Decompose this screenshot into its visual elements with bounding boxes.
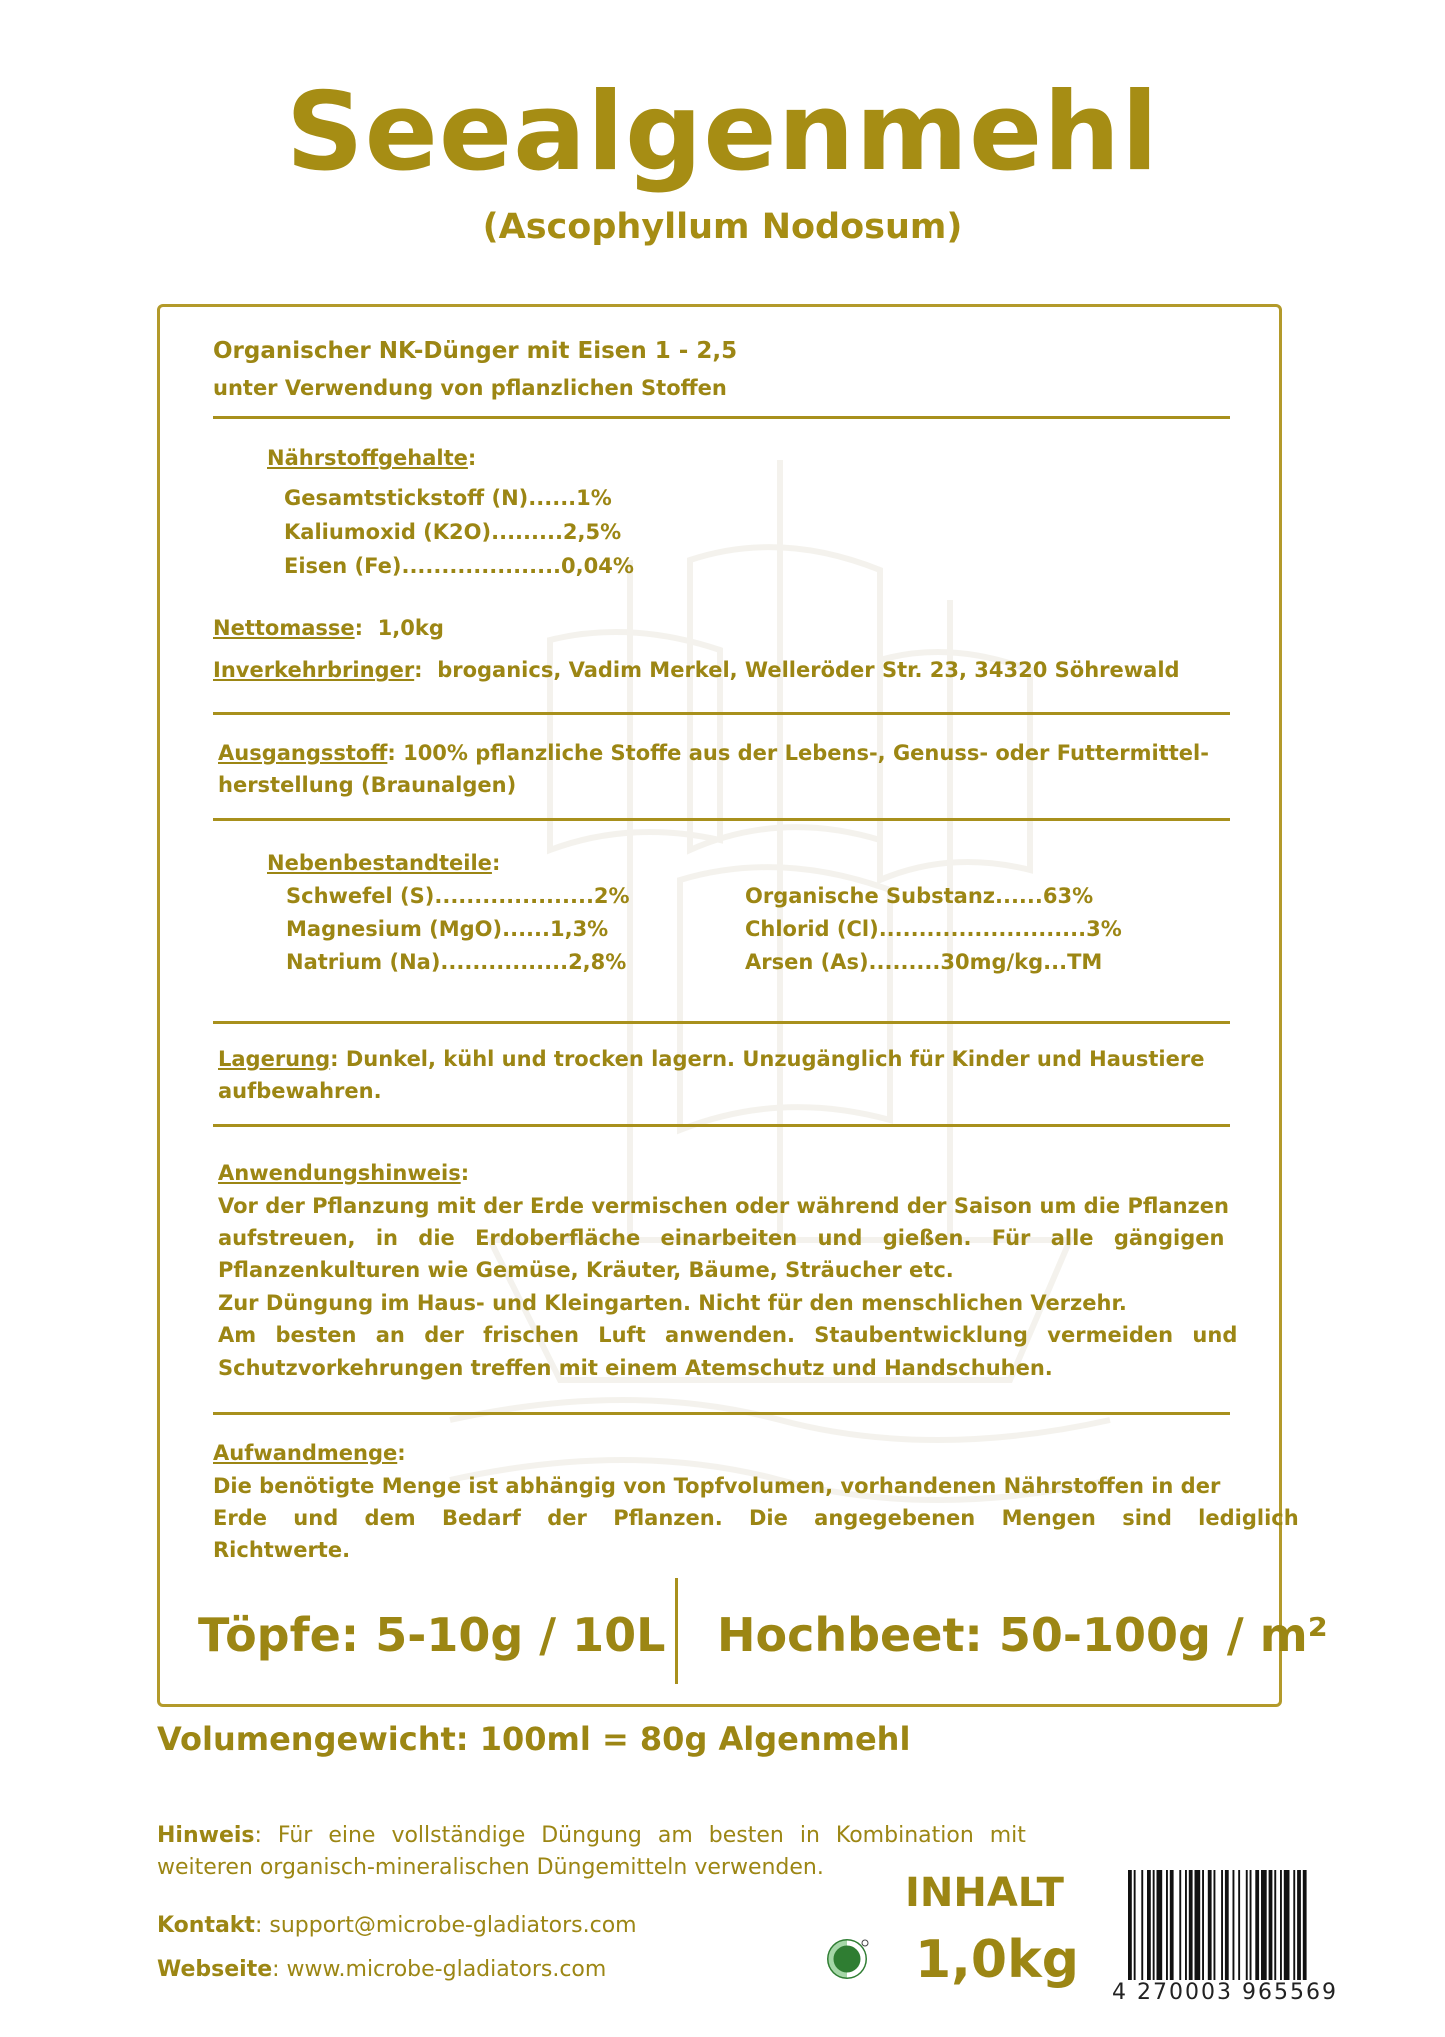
source: Ausgangsstoff: 100% pflanzliche Stoffe aus der Lebens-, Genuss- oder Futtermittel- — [218, 741, 1209, 765]
contact: Kontakt: support@microbe-gladiators.com — [157, 1913, 637, 1938]
secondary-item: Natrium (Na)................2,8% — [286, 950, 627, 974]
green-dot-icon — [825, 1937, 869, 1981]
page-subtitle: (Ascophyllum Nodosum) — [482, 207, 963, 247]
barcode-digits: 4 270003 965569 — [1112, 1980, 1338, 2005]
usage-line: Am besten an der frischen Luft anwenden. Staubentwicklung vermeiden und — [218, 1323, 1238, 1347]
net-mass: Nettomasse: 1,0kg — [213, 616, 444, 640]
content-label: INHALT — [905, 1870, 1064, 1916]
secondary-item: Chlorid (Cl)..........................3% — [745, 917, 1122, 941]
usage-line: Vor der Pflanzung mit der Erde vermischen oder während der Saison um die Pflanzen — [218, 1194, 1229, 1218]
secondary-item: Magnesium (MgO)......1,3% — [286, 917, 609, 941]
note-cont: weiteren organisch-mineralischen Düngemitteln verwenden. — [157, 1855, 824, 1880]
usage-heading: Anwendungshinweis: — [218, 1161, 470, 1185]
secondary-item: Schwefel (S)....................2% — [286, 884, 630, 908]
divider — [213, 1412, 1230, 1415]
divider — [213, 1124, 1230, 1127]
amount-line: Richtwerte. — [213, 1538, 351, 1562]
divider — [213, 1021, 1230, 1024]
amount-heading: Aufwandmenge: — [213, 1441, 406, 1465]
usage-line: Pflanzenkulturen wie Gemüse, Kräuter, Bäume, Sträucher etc. — [218, 1258, 954, 1282]
page-title: Seealgenmehl — [285, 70, 1160, 195]
amount-line: Erde und dem Bedarf der Pflanzen. Die angegebenen Mengen sind lediglich — [213, 1506, 1299, 1530]
divider — [213, 818, 1230, 821]
divider — [213, 712, 1230, 715]
dosage-raised-bed: Hochbeet: 50-100g / m² — [717, 1608, 1328, 1662]
product-type-sub: unter Verwendung von pflanzlichen Stoffen — [213, 376, 727, 400]
product-type: Organischer NK-Dünger mit Eisen 1 - 2,5 — [213, 338, 738, 364]
usage-line: Schutzvorkehrungen treffen mit einem Atemschutz und Handschuhen. — [218, 1356, 1053, 1380]
content-value: 1,0kg — [915, 1930, 1079, 1990]
storage-cont: aufbewahren. — [218, 1079, 382, 1103]
divider — [213, 416, 1230, 419]
nutrient-item: Kaliumoxid (K2O).........2,5% — [284, 520, 622, 544]
nutrients-heading: Nährstoffgehalte: — [267, 446, 477, 470]
nutrient-item: Gesamtstickstoff (N)......1% — [284, 486, 612, 510]
volume-weight: Volumengewicht: 100ml = 80g Algenmehl — [157, 1720, 911, 1758]
ship-watermark-icon — [430, 420, 1130, 1600]
secondary-heading: Nebenbestandteile: — [267, 851, 501, 875]
usage-line: Zur Düngung im Haus- und Kleingarten. Nicht für den menschlichen Verzehr. — [218, 1291, 1127, 1315]
secondary-item: Organische Substanz......63% — [745, 884, 1094, 908]
dosage-pots: Töpfe: 5-10g / 10L — [198, 1608, 666, 1662]
nutrient-item: Eisen (Fe)....................0,04% — [284, 554, 634, 578]
dosage-divider — [675, 1578, 678, 1684]
source-cont: herstellung (Braunalgen) — [218, 773, 517, 797]
note: Hinweis: Für eine vollständige Düngung am besten in Kombination mit — [157, 1823, 1026, 1848]
amount-line: Die benötigte Menge ist abhängig von Topfvolumen, vorhandenen Nährstoffen in der — [213, 1474, 1221, 1498]
usage-line: aufstreuen, in die Erdoberfläche einarbeiten und gießen. Für alle gängigen — [218, 1226, 1225, 1250]
secondary-item: Arsen (As).........30mg/kg...TM — [745, 950, 1103, 974]
website: Webseite: www.microbe-gladiators.com — [157, 1957, 607, 1982]
distributor: Inverkehrbringer: broganics, Vadim Merkel, Welleröder Str. 23, 34320 Söhrewald — [213, 658, 1180, 682]
storage: Lagerung: Dunkel, kühl und trocken lagern. Unzugänglich für Kinder und Haustiere — [218, 1047, 1205, 1071]
